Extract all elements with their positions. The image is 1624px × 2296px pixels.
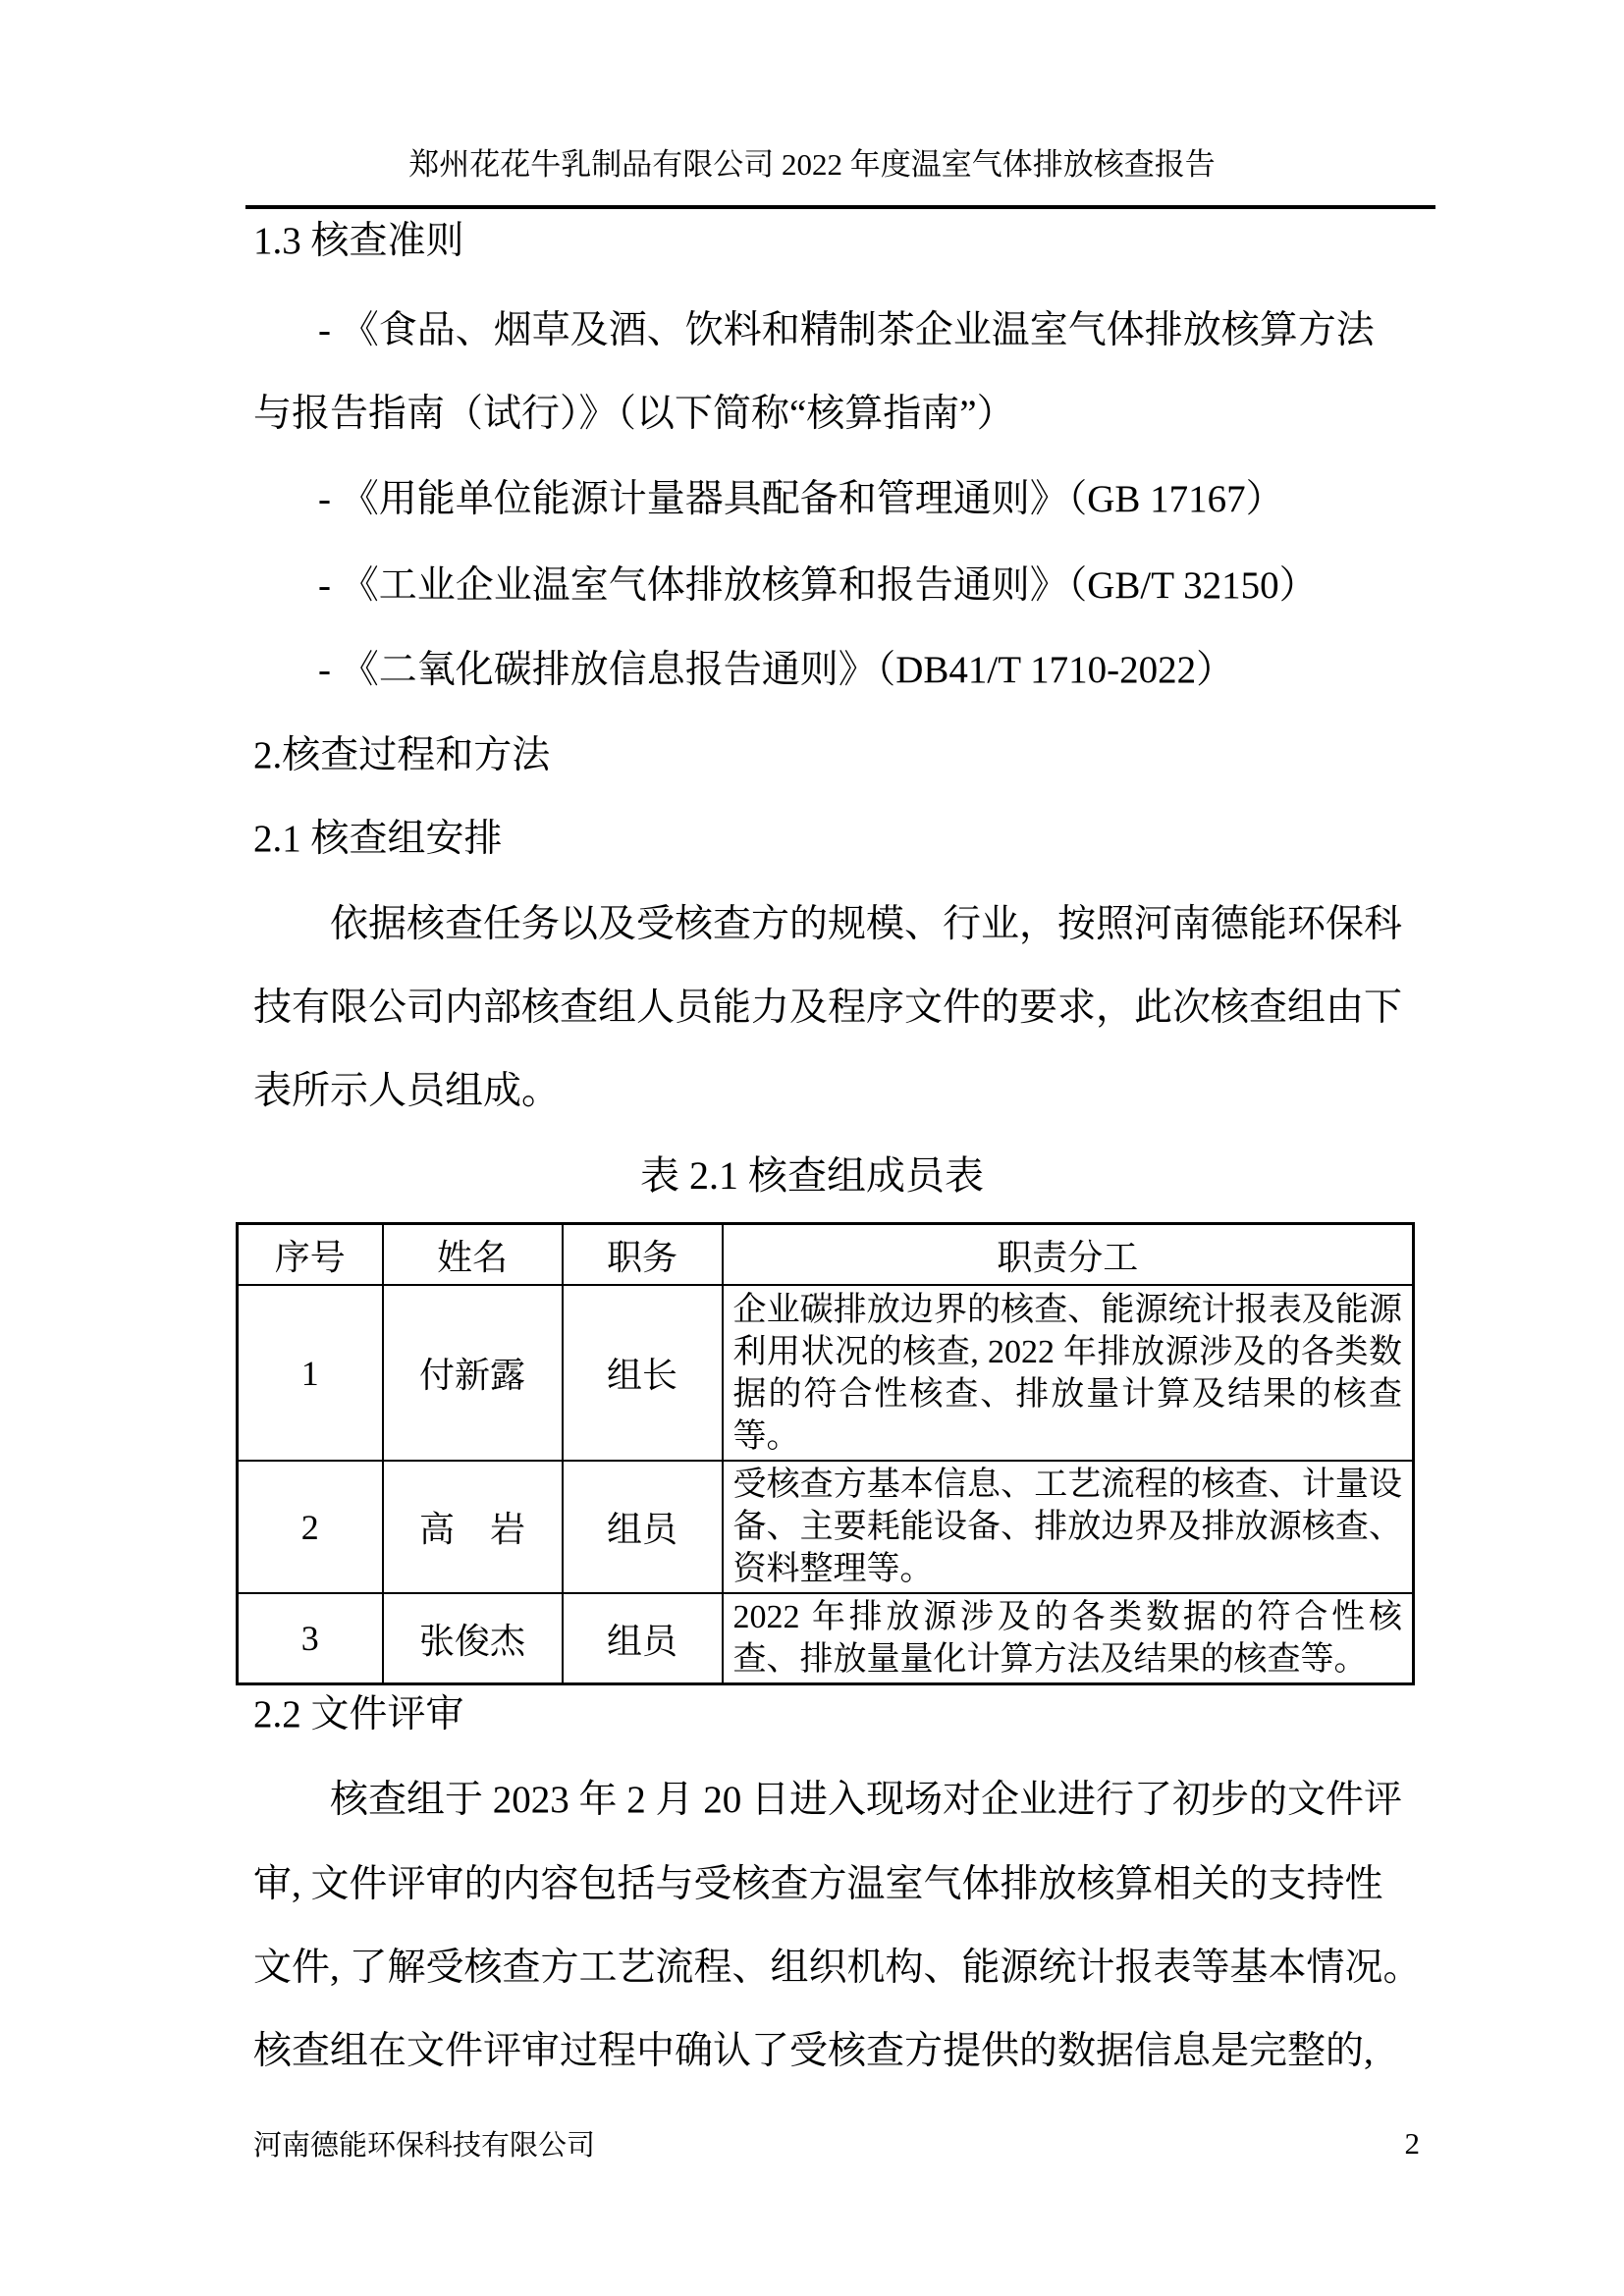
section-heading-2: 2.核查过程和方法	[253, 734, 551, 776]
cell-name: 付新露	[383, 1285, 563, 1461]
bullet-item-2: - 《用能单位能源计量器具配备和管理通则》（GB 17167）	[318, 478, 1284, 520]
table-header-row	[238, 1224, 1414, 1286]
bullet-item-1-line-1: - 《食品、烟草及酒、饮料和精制茶企业温室气体排放核算方法	[318, 309, 1375, 351]
cell-duty: 2022 年排放源涉及的各类数据的符合性核查、排放量量化计算方法及结果的核查等。	[723, 1593, 1414, 1684]
cell-name: 高 岩	[383, 1461, 563, 1593]
table-2-1-title: 表 2.1 核查组成员表	[640, 1153, 984, 1198]
paragraph-2-1-line-1: 依据核查任务以及受核查方的规模、行业，按照河南德能环保科	[330, 903, 1403, 945]
page-header-title: 郑州花花牛乳制品有限公司 2022 年度温室气体排放核查报告	[408, 147, 1216, 182]
paragraph-2-1-line-2: 技有限公司内部核查组人员能力及程序文件的要求，此次核查组由下	[253, 987, 1403, 1029]
cell-role: 组员	[563, 1593, 723, 1684]
bullet-item-1-line-2: 与报告指南（试行）》（以下简称“核算指南”）	[253, 393, 1015, 435]
cell-no: 3	[238, 1593, 383, 1684]
table-row	[238, 1285, 1414, 1461]
table-row	[238, 1593, 1414, 1684]
column-header-duty: 职责分工	[723, 1224, 1414, 1286]
paragraph-2-2-line-1: 核查组于 2023 年 2 月 20 日进入现场对企业进行了初步的文件评	[330, 1779, 1403, 1821]
section-heading-2-1: 2.1 核查组安排	[253, 818, 503, 860]
cell-no: 2	[238, 1461, 383, 1593]
column-header-name: 姓名	[383, 1224, 563, 1286]
verification-team-table	[236, 1222, 1415, 1685]
section-heading-2-2: 2.2 文件评审	[253, 1693, 464, 1735]
cell-duty: 受核查方基本信息、工艺流程的核查、计量设备、主要耗能设备、排放边界及排放源核查、资料整理等。	[723, 1461, 1414, 1593]
cell-duty: 企业碳排放边界的核查、能源统计报表及能源利用状况的核查, 2022 年排放源涉及的各类数据的符合性核查、排放量计算及结果的核查等。	[723, 1285, 1414, 1461]
paragraph-2-1-line-3: 表所示人员组成。	[253, 1070, 561, 1112]
bullet-item-3: - 《工业企业温室气体排放核算和报告通则》（GB/T 32150）	[318, 564, 1318, 607]
paragraph-2-2-line-4: 核查组在文件评审过程中确认了受核查方提供的数据信息是完整的,	[253, 2030, 1374, 2072]
footer-page-number: 2	[1404, 2126, 1420, 2161]
section-heading-1-3: 1.3 核查准则	[253, 220, 464, 262]
footer-company-name: 河南德能环保科技有限公司	[253, 2130, 596, 2162]
header-divider	[245, 205, 1435, 209]
column-header-no: 序号	[238, 1224, 383, 1286]
bullet-item-4: - 《二氧化碳排放信息报告通则》（DB41/T 1710-2022）	[318, 649, 1235, 691]
cell-role: 组长	[563, 1285, 723, 1461]
paragraph-2-2-line-3: 文件, 了解受核查方工艺流程、组织机构、能源统计报表等基本情况。	[253, 1947, 1422, 1989]
paragraph-2-2-line-2: 审, 文件评审的内容包括与受核查方温室气体排放核算相关的支持性	[253, 1863, 1383, 1905]
cell-role: 组员	[563, 1461, 723, 1593]
column-header-role: 职务	[563, 1224, 723, 1286]
cell-name: 张俊杰	[383, 1593, 563, 1684]
cell-no: 1	[238, 1285, 383, 1461]
table-row	[238, 1461, 1414, 1593]
